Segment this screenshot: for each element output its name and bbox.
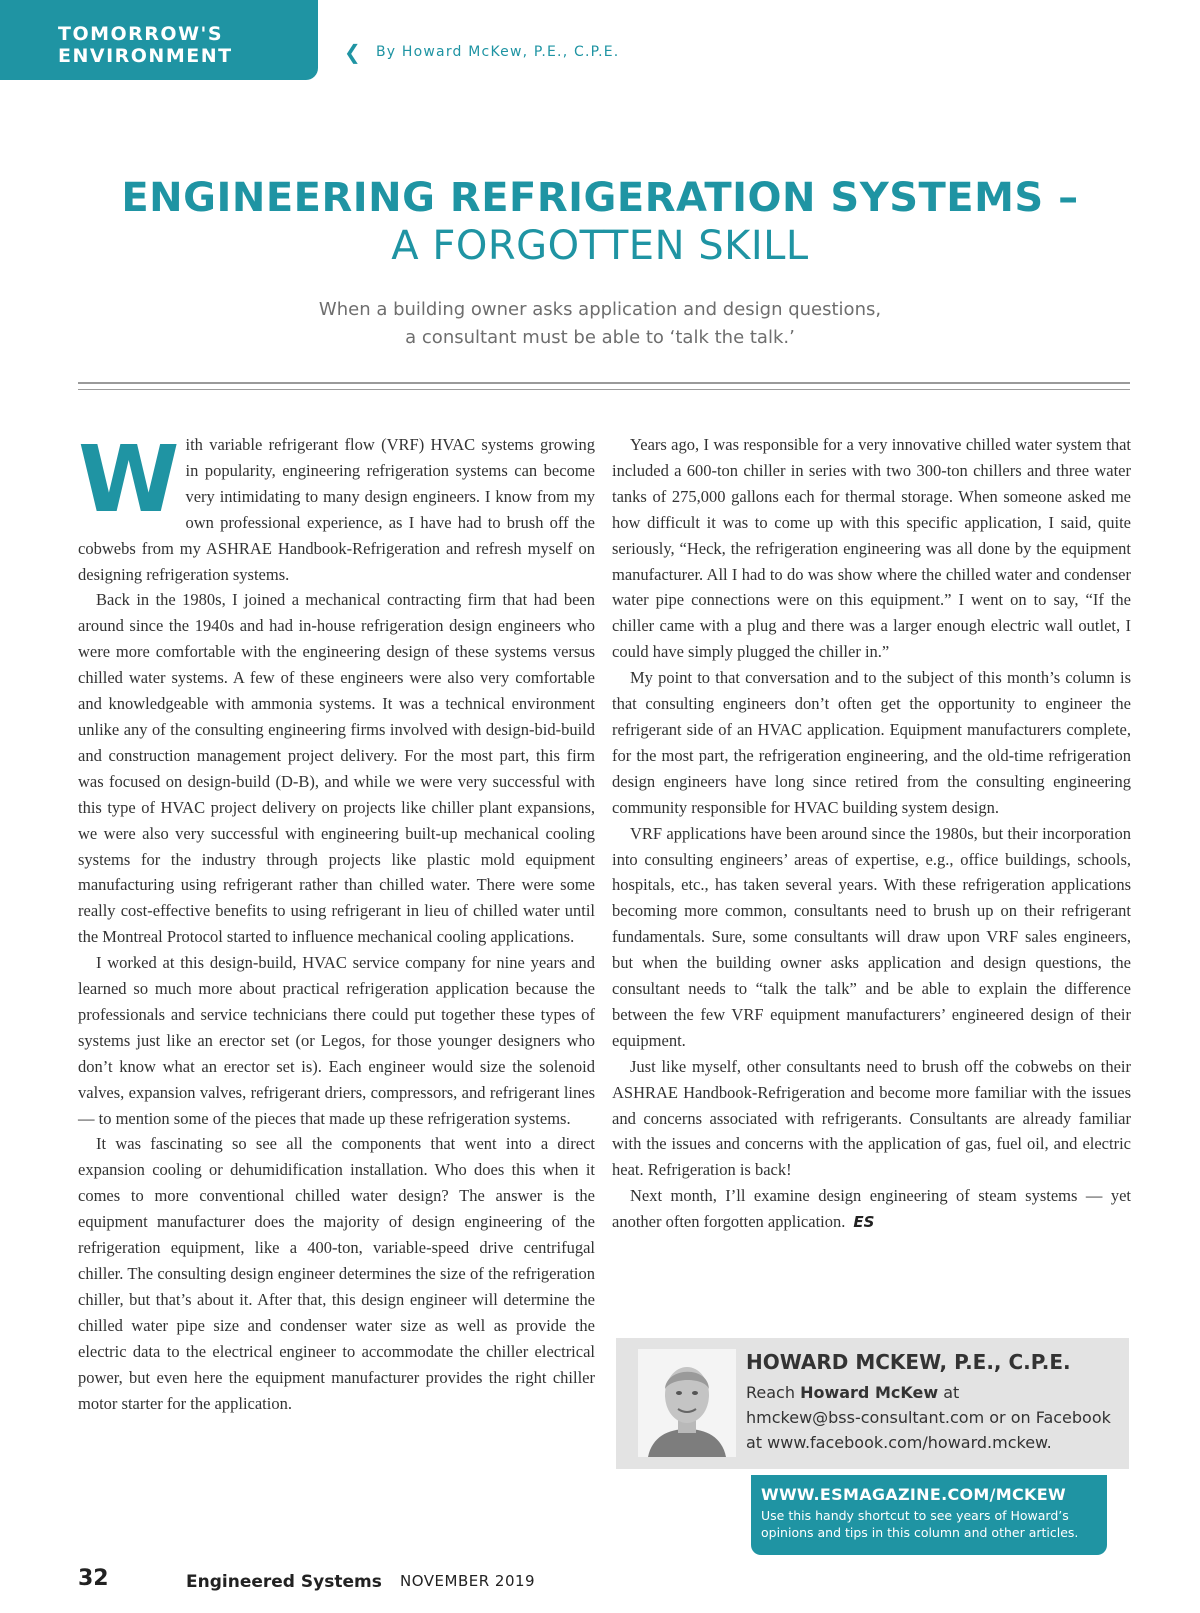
paragraph: I worked at this design-build, HVAC service company for nine years and learned so much more about practical refrigeration application because the professionals and service technicians there could put together these types of systems just like an erector set (or Legos, for those younger designers who don’t know what an erector set is). Each engineer would size the solenoid valves, expansion valves, refrigerant driers, compressors, and refrigerant lines — to mention some of the pieces that made up these refrigeration systems. <box>78 953 595 1128</box>
paragraph: My point to that conversation and to the subject of this month’s column is that consulting engineers don’t often get the opportunity to engineer the refrigerant side of an HVAC application. Equipment manufacturers complete, for the most part, the refrigeration engineering, and the old-time refrigeration design engineers have long since retired from the consulting engineering community responsible for HVAC building system design. <box>612 668 1131 817</box>
issue-date: NOVEMBER 2019 <box>400 1572 536 1590</box>
paragraph: It was fascinating so see all the components that went into a direct expansion cooling or dehumidification installation. Who does this when it comes to more conventional chilled water design? The answer is the equipment manufacturer does the majority of design engineering of the refrigeration equipment, like a 400-ton, variable-speed drive centrifugal chiller. The consulting design engineer determines the size of the refrigeration chiller, but that’s about it. After that, this design engineer will determine the chilled water pipe size and condenser water size as well as provide the electric data to the electrical engineer to accommodate the chiller electrical power, but even here the equipment manufacturer provides the right chiller motor starter for the application. <box>78 1134 595 1413</box>
paragraph: Just like myself, other consultants need to brush off the cobwebs on their ASHRAE Handbook-Refrigeration and become more familiar with the issues and concerns associated with refrigerants. Consultants are already familiar with the issues and concerns with the application of gas, fuel oil, and electric heat. Refrigeration is back! <box>612 1056 1131 1180</box>
headline-line1: ENGINEERING REFRIGERATION SYSTEMS – <box>121 175 1079 221</box>
byline <box>344 40 619 64</box>
byline-text: By Howard McKew, P.E., C.P.E. <box>375 44 620 60</box>
magazine-name: Engineered Systems <box>186 1572 382 1592</box>
web-description: Use this handy shortcut to see years of Howard’s opinions and tips in this column and other articles. <box>761 1508 1079 1540</box>
deck-line1: When a building owner asks application and design questions, <box>318 299 882 320</box>
web-link[interactable]: WWW.ESMAGAZINE.COM/MCKEW <box>761 1485 1066 1504</box>
divider <box>78 389 1130 390</box>
contact-prefix: Reach <box>746 1383 801 1402</box>
end-mark: ES <box>853 1213 875 1232</box>
author-name: HOWARD MCKEW, P.E., C.P.E. <box>746 1350 1071 1374</box>
author-box <box>616 1338 1129 1469</box>
contact-details: hmckew@bss-consultant.com or on Facebook at www.facebook.com/howard.mckew. <box>746 1408 1111 1452</box>
paragraph: Back in the 1980s, I joined a mechanical contracting firm that had been around since the 1940s and had in-house refrigeration design engineers who were more comfortable with the engineering design of these systems versus chilled water systems. A few of these engineers were also very comfortable and knowledgeable with ammonia systems. It was a technical environment unlike any of the consulting engineering firms involved with design-bid-build and construction management project delivery. For the most part, this firm was focused on design-build (D-B), and while we were very successful with this type of HVAC project delivery on projects like chiller plant expansions, we were also very successful with engineering built-up mechanical cooling systems for the industry through projects like plastic mold equipment manufacturing using refrigerant rather than chilled water. There were some really cost-effective benefits to using refrigerant in lieu of chilled water until the Montreal Protocol started to influence mechanical cooling applications. <box>78 590 595 947</box>
author-photo <box>638 1349 736 1457</box>
deck-line2: a consultant must be able to ‘talk the talk.’ <box>405 327 795 348</box>
portrait-image <box>638 1349 736 1457</box>
paragraph <box>78 426 595 587</box>
page-number: 32 <box>78 1566 109 1591</box>
author-contact <box>746 1380 1116 1455</box>
article-column-right <box>612 432 1131 1236</box>
section-name-line2: ENVIRONMENT <box>58 45 233 67</box>
drop-cap: W <box>78 426 180 533</box>
deck <box>0 296 1200 352</box>
headline-line2: A FORGOTTEN SKILL <box>391 223 809 269</box>
web-shortcut-box <box>751 1475 1107 1555</box>
paragraph: VRF applications have been around since the 1980s, but their incorporation into consulting engineers’ areas of expertise, e.g., office buildings, schools, hospitals, etc., has taken several years. With these refrigeration applications becoming more common, consultants need to brush up on their refrigerant fundamentals. Sure, some consultants will draw upon VRF sales engineers, but when the building owner asks application and design questions, the consultant needs to “talk the talk” and be able to explain the difference between the few VRF equipment manufacturers’ engineered design of their equipment. <box>612 823 1131 1050</box>
section-name-line1: TOMORROW'S <box>58 23 224 45</box>
paragraph: Years ago, I was responsible for a very innovative chilled water system that included a 600-ton chiller in series with two 300-ton chillers and three water tanks of 275,000 gallons each for thermal storage. When someone asked me how difficult it was to come up with this specific application, I said, quite seriously, “Heck, the refrigeration engineering was all done by the equipment manufacturer. All I had to do was show where the chilled water and condenser water pipe connections were on this equipment.” I went on to say, “If the chiller came with a plug and there was a larger enough electric wall outlet, I could have simply plugged the chiller in.” <box>612 435 1131 662</box>
paragraph-text: Next month, I’ll examine design engineering of steam systems — yet another often forgotten application. <box>612 1186 1131 1232</box>
article-column-left <box>78 426 595 1416</box>
paragraph <box>612 1183 1131 1236</box>
contact-suffix: at <box>938 1383 960 1402</box>
divider <box>78 382 1130 384</box>
chevron-left-icon: ❮ <box>344 40 362 64</box>
section-tab <box>0 0 318 80</box>
contact-name: Howard McKew <box>800 1383 939 1402</box>
paragraph-text: ith variable refrigerant flow (VRF) HVAC systems growing in popularity, engineering refrigeration systems can become very intimidating to many design engineers. I know from my own professional experience, as I have had to brush off the cobwebs from my ASHRAE Handbook-Refrigeration and refresh myself on designing refrigeration systems. <box>78 435 595 584</box>
